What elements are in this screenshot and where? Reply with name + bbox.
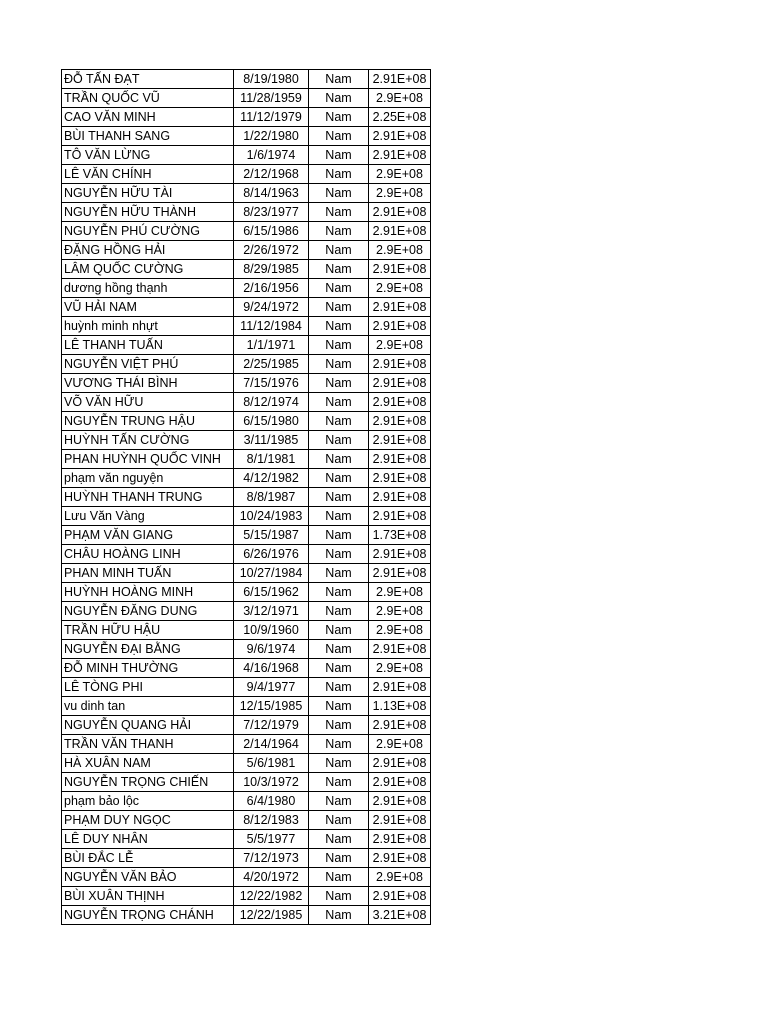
number-cell[interactable]: 2.91E+08 <box>369 754 431 773</box>
birthdate-cell[interactable]: 5/15/1987 <box>234 526 309 545</box>
name-cell[interactable]: PHẠM DUY NGỌC <box>62 811 234 830</box>
table-row <box>62 146 431 165</box>
birthdate-cell[interactable]: 6/15/1962 <box>234 583 309 602</box>
birthdate-cell[interactable]: 8/12/1974 <box>234 393 309 412</box>
name-cell[interactable]: NGUYỄN TRUNG HẬU <box>62 412 234 431</box>
birthdate-cell[interactable]: 10/3/1972 <box>234 773 309 792</box>
name-cell[interactable]: NGUYỄN VĂN BẢO <box>62 868 234 887</box>
name-cell[interactable]: TRẦN HỮU HẬU <box>62 621 234 640</box>
table-body <box>62 70 431 925</box>
gender-cell[interactable]: Nam <box>309 70 369 89</box>
number-cell[interactable]: 2.9E+08 <box>369 735 431 754</box>
gender-cell[interactable]: Nam <box>309 754 369 773</box>
table-row <box>62 203 431 222</box>
number-cell[interactable]: 2.9E+08 <box>369 336 431 355</box>
gender-cell[interactable]: Nam <box>309 127 369 146</box>
gender-cell[interactable]: Nam <box>309 792 369 811</box>
birthdate-cell[interactable]: 12/22/1985 <box>234 906 309 925</box>
table-row <box>62 279 431 298</box>
table-row <box>62 298 431 317</box>
table-row <box>62 108 431 127</box>
table-row <box>62 868 431 887</box>
gender-cell[interactable]: Nam <box>309 108 369 127</box>
table-row <box>62 697 431 716</box>
birthdate-cell[interactable]: 2/14/1964 <box>234 735 309 754</box>
name-cell[interactable]: vu dinh tan <box>62 697 234 716</box>
table-row <box>62 165 431 184</box>
gender-cell[interactable]: Nam <box>309 849 369 868</box>
number-cell[interactable]: 2.91E+08 <box>369 317 431 336</box>
number-cell[interactable]: 2.91E+08 <box>369 431 431 450</box>
name-cell[interactable]: PHẠM VĂN GIANG <box>62 526 234 545</box>
name-cell[interactable]: NGUYỄN ĐẠI BẰNG <box>62 640 234 659</box>
number-cell[interactable]: 2.9E+08 <box>369 868 431 887</box>
gender-cell[interactable]: Nam <box>309 697 369 716</box>
number-cell[interactable]: 2.91E+08 <box>369 127 431 146</box>
birthdate-cell[interactable]: 3/12/1971 <box>234 602 309 621</box>
birthdate-cell[interactable]: 8/19/1980 <box>234 70 309 89</box>
name-cell[interactable]: NGUYỄN HỮU TÀI <box>62 184 234 203</box>
gender-cell[interactable]: Nam <box>309 317 369 336</box>
name-cell[interactable]: VƯƠNG THÁI BÌNH <box>62 374 234 393</box>
gender-cell[interactable]: Nam <box>309 640 369 659</box>
gender-cell[interactable]: Nam <box>309 811 369 830</box>
gender-cell[interactable]: Nam <box>309 659 369 678</box>
gender-cell[interactable]: Nam <box>309 621 369 640</box>
number-cell[interactable]: 2.9E+08 <box>369 583 431 602</box>
gender-cell[interactable]: Nam <box>309 887 369 906</box>
birthdate-cell[interactable]: 2/26/1972 <box>234 241 309 260</box>
number-cell[interactable]: 2.91E+08 <box>369 545 431 564</box>
gender-cell[interactable]: Nam <box>309 165 369 184</box>
name-cell[interactable]: PHAN MINH TUẤN <box>62 564 234 583</box>
name-cell[interactable]: Lưu Văn Vàng <box>62 507 234 526</box>
name-cell[interactable]: dương hồng thạnh <box>62 279 234 298</box>
gender-cell[interactable]: Nam <box>309 298 369 317</box>
gender-cell[interactable]: Nam <box>309 830 369 849</box>
birthdate-cell[interactable]: 8/1/1981 <box>234 450 309 469</box>
number-cell[interactable]: 2.91E+08 <box>369 773 431 792</box>
number-cell[interactable]: 2.91E+08 <box>369 222 431 241</box>
number-cell[interactable]: 3.21E+08 <box>369 906 431 925</box>
table-row <box>62 849 431 868</box>
birthdate-cell[interactable]: 8/29/1985 <box>234 260 309 279</box>
table-row <box>62 716 431 735</box>
birthdate-cell[interactable]: 12/15/1985 <box>234 697 309 716</box>
number-cell[interactable]: 2.91E+08 <box>369 412 431 431</box>
gender-cell[interactable]: Nam <box>309 507 369 526</box>
name-cell[interactable]: TRẦN VĂN THANH <box>62 735 234 754</box>
gender-cell[interactable]: Nam <box>309 222 369 241</box>
number-cell[interactable]: 2.91E+08 <box>369 792 431 811</box>
number-cell[interactable]: 2.91E+08 <box>369 260 431 279</box>
number-cell[interactable]: 2.91E+08 <box>369 146 431 165</box>
name-cell[interactable]: NGUYỄN TRỌNG CHIẾN <box>62 773 234 792</box>
name-cell[interactable]: BÙI THANH SANG <box>62 127 234 146</box>
number-cell[interactable]: 2.91E+08 <box>369 203 431 222</box>
gender-cell[interactable]: Nam <box>309 450 369 469</box>
number-cell[interactable]: 2.91E+08 <box>369 298 431 317</box>
gender-cell[interactable]: Nam <box>309 716 369 735</box>
number-cell[interactable]: 2.91E+08 <box>369 887 431 906</box>
birthdate-cell[interactable]: 11/12/1979 <box>234 108 309 127</box>
name-cell[interactable]: TÔ VĂN LỪNG <box>62 146 234 165</box>
name-cell[interactable]: HUỲNH TẤN CƯỜNG <box>62 431 234 450</box>
name-cell[interactable]: PHAN HUỲNH QUỐC VINH <box>62 450 234 469</box>
birthdate-cell[interactable]: 4/16/1968 <box>234 659 309 678</box>
birthdate-cell[interactable]: 2/12/1968 <box>234 165 309 184</box>
name-cell[interactable]: HUỲNH HOÀNG MINH <box>62 583 234 602</box>
gender-cell[interactable]: Nam <box>309 89 369 108</box>
number-cell[interactable]: 2.91E+08 <box>369 393 431 412</box>
gender-cell[interactable]: Nam <box>309 545 369 564</box>
gender-cell[interactable]: Nam <box>309 773 369 792</box>
name-cell[interactable]: ĐỖ TẤN ĐẠT <box>62 70 234 89</box>
gender-cell[interactable]: Nam <box>309 260 369 279</box>
table-row <box>62 792 431 811</box>
birthdate-cell[interactable]: 1/22/1980 <box>234 127 309 146</box>
name-cell[interactable]: huỳnh minh nhựt <box>62 317 234 336</box>
table-row <box>62 450 431 469</box>
table-row <box>62 469 431 488</box>
table-row <box>62 773 431 792</box>
birthdate-cell[interactable]: 8/12/1983 <box>234 811 309 830</box>
number-cell[interactable]: 2.9E+08 <box>369 165 431 184</box>
name-cell[interactable]: phạm bảo lộc <box>62 792 234 811</box>
birthdate-cell[interactable]: 8/14/1963 <box>234 184 309 203</box>
number-cell[interactable]: 2.91E+08 <box>369 849 431 868</box>
gender-cell[interactable]: Nam <box>309 868 369 887</box>
birthdate-cell[interactable]: 2/16/1956 <box>234 279 309 298</box>
name-cell[interactable]: TRẦN QUỐC VŨ <box>62 89 234 108</box>
birthdate-cell[interactable]: 1/1/1971 <box>234 336 309 355</box>
birthdate-cell[interactable]: 9/24/1972 <box>234 298 309 317</box>
number-cell[interactable]: 2.91E+08 <box>369 830 431 849</box>
table-row <box>62 336 431 355</box>
gender-cell[interactable]: Nam <box>309 906 369 925</box>
table-row <box>62 564 431 583</box>
table-row <box>62 754 431 773</box>
name-cell[interactable]: NGUYỄN PHÚ CƯỜNG <box>62 222 234 241</box>
birthdate-cell[interactable]: 6/15/1980 <box>234 412 309 431</box>
table-row <box>62 184 431 203</box>
table-row <box>62 906 431 925</box>
spreadsheet-table <box>61 69 431 925</box>
name-cell[interactable]: CHÂU HOÀNG LINH <box>62 545 234 564</box>
name-cell[interactable]: CAO VĂN MINH <box>62 108 234 127</box>
name-cell[interactable]: phạm văn nguyện <box>62 469 234 488</box>
birthdate-cell[interactable]: 10/24/1983 <box>234 507 309 526</box>
number-cell[interactable]: 2.9E+08 <box>369 659 431 678</box>
gender-cell[interactable]: Nam <box>309 488 369 507</box>
table-row <box>62 70 431 89</box>
name-cell[interactable]: LÊ THANH TUẤN <box>62 336 234 355</box>
birthdate-cell[interactable]: 12/22/1982 <box>234 887 309 906</box>
number-cell[interactable]: 2.91E+08 <box>369 507 431 526</box>
gender-cell[interactable]: Nam <box>309 583 369 602</box>
birthdate-cell[interactable]: 3/11/1985 <box>234 431 309 450</box>
table-row <box>62 222 431 241</box>
number-cell[interactable]: 2.91E+08 <box>369 469 431 488</box>
gender-cell[interactable]: Nam <box>309 678 369 697</box>
number-cell[interactable]: 2.91E+08 <box>369 564 431 583</box>
name-cell[interactable]: BÙI ĐẮC LỄ <box>62 849 234 868</box>
table-row <box>62 887 431 906</box>
number-cell[interactable]: 2.9E+08 <box>369 89 431 108</box>
birthdate-cell[interactable]: 11/28/1959 <box>234 89 309 108</box>
name-cell[interactable]: LÊ TÒNG PHI <box>62 678 234 697</box>
table-row <box>62 317 431 336</box>
number-cell[interactable]: 2.91E+08 <box>369 374 431 393</box>
gender-cell[interactable]: Nam <box>309 279 369 298</box>
birthdate-cell[interactable]: 9/6/1974 <box>234 640 309 659</box>
gender-cell[interactable]: Nam <box>309 184 369 203</box>
birthdate-cell[interactable]: 4/20/1972 <box>234 868 309 887</box>
number-cell[interactable]: 2.9E+08 <box>369 621 431 640</box>
name-cell[interactable]: HUỲNH THANH TRUNG <box>62 488 234 507</box>
name-cell[interactable]: BÙI XUÂN THỊNH <box>62 887 234 906</box>
birthdate-cell[interactable]: 6/26/1976 <box>234 545 309 564</box>
name-cell[interactable]: VŨ HẢI NAM <box>62 298 234 317</box>
table-row <box>62 640 431 659</box>
table-row <box>62 602 431 621</box>
name-cell[interactable]: VÕ VĂN HỮU <box>62 393 234 412</box>
birthdate-cell[interactable]: 2/25/1985 <box>234 355 309 374</box>
number-cell[interactable]: 2.9E+08 <box>369 279 431 298</box>
number-cell[interactable]: 2.91E+08 <box>369 488 431 507</box>
birthdate-cell[interactable]: 7/15/1976 <box>234 374 309 393</box>
number-cell[interactable]: 2.91E+08 <box>369 678 431 697</box>
number-cell[interactable]: 2.9E+08 <box>369 602 431 621</box>
number-cell[interactable]: 1.13E+08 <box>369 697 431 716</box>
gender-cell[interactable]: Nam <box>309 564 369 583</box>
birthdate-cell[interactable]: 1/6/1974 <box>234 146 309 165</box>
birthdate-cell[interactable]: 8/8/1987 <box>234 488 309 507</box>
table-row <box>62 127 431 146</box>
birthdate-cell[interactable]: 8/23/1977 <box>234 203 309 222</box>
table-row <box>62 355 431 374</box>
table-row <box>62 412 431 431</box>
number-cell[interactable]: 1.73E+08 <box>369 526 431 545</box>
birthdate-cell[interactable]: 6/4/1980 <box>234 792 309 811</box>
gender-cell[interactable]: Nam <box>309 735 369 754</box>
table-row <box>62 811 431 830</box>
name-cell[interactable]: LÊ VĂN CHÍNH <box>62 165 234 184</box>
table-row <box>62 507 431 526</box>
birthdate-cell[interactable]: 10/27/1984 <box>234 564 309 583</box>
number-cell[interactable]: 2.25E+08 <box>369 108 431 127</box>
birthdate-cell[interactable]: 4/12/1982 <box>234 469 309 488</box>
gender-cell[interactable]: Nam <box>309 203 369 222</box>
gender-cell[interactable]: Nam <box>309 146 369 165</box>
table-row <box>62 621 431 640</box>
birthdate-cell[interactable]: 7/12/1973 <box>234 849 309 868</box>
gender-cell[interactable]: Nam <box>309 602 369 621</box>
table-row <box>62 678 431 697</box>
gender-cell[interactable]: Nam <box>309 336 369 355</box>
number-cell[interactable]: 2.91E+08 <box>369 811 431 830</box>
name-cell[interactable]: ĐỖ MINH THƯỜNG <box>62 659 234 678</box>
birthdate-cell[interactable]: 6/15/1986 <box>234 222 309 241</box>
gender-cell[interactable]: Nam <box>309 241 369 260</box>
name-cell[interactable]: ĐẶNG HỒNG HẢI <box>62 241 234 260</box>
table-row <box>62 241 431 260</box>
birthdate-cell[interactable]: 10/9/1960 <box>234 621 309 640</box>
table-row <box>62 431 431 450</box>
number-cell[interactable]: 2.9E+08 <box>369 184 431 203</box>
name-cell[interactable]: NGUYỄN ĐĂNG DUNG <box>62 602 234 621</box>
name-cell[interactable]: LÂM QUỐC CƯỜNG <box>62 260 234 279</box>
table-row <box>62 260 431 279</box>
table-row <box>62 526 431 545</box>
gender-cell[interactable]: Nam <box>309 355 369 374</box>
name-cell[interactable]: LÊ DUY NHÂN <box>62 830 234 849</box>
birthdate-cell[interactable]: 5/6/1981 <box>234 754 309 773</box>
gender-cell[interactable]: Nam <box>309 526 369 545</box>
gender-cell[interactable]: Nam <box>309 431 369 450</box>
number-cell[interactable]: 2.9E+08 <box>369 241 431 260</box>
gender-cell[interactable]: Nam <box>309 469 369 488</box>
name-cell[interactable]: HÀ XUÂN NAM <box>62 754 234 773</box>
number-cell[interactable]: 2.91E+08 <box>369 450 431 469</box>
birthdate-cell[interactable]: 11/12/1984 <box>234 317 309 336</box>
gender-cell[interactable]: Nam <box>309 412 369 431</box>
table-row <box>62 659 431 678</box>
birthdate-cell[interactable]: 9/4/1977 <box>234 678 309 697</box>
table-row <box>62 374 431 393</box>
table-row <box>62 545 431 564</box>
table-row <box>62 735 431 754</box>
table-row <box>62 393 431 412</box>
table-row <box>62 583 431 602</box>
name-cell[interactable]: NGUYỄN HỮU THÀNH <box>62 203 234 222</box>
name-cell[interactable]: NGUYỄN QUANG HẢI <box>62 716 234 735</box>
table-row <box>62 89 431 108</box>
name-cell[interactable]: NGUYỄN VIỆT PHÚ <box>62 355 234 374</box>
gender-cell[interactable]: Nam <box>309 374 369 393</box>
number-cell[interactable]: 2.91E+08 <box>369 716 431 735</box>
birthdate-cell[interactable]: 7/12/1979 <box>234 716 309 735</box>
name-cell[interactable]: NGUYỄN TRỌNG CHÁNH <box>62 906 234 925</box>
gender-cell[interactable]: Nam <box>309 393 369 412</box>
birthdate-cell[interactable]: 5/5/1977 <box>234 830 309 849</box>
number-cell[interactable]: 2.91E+08 <box>369 640 431 659</box>
table-row <box>62 488 431 507</box>
number-cell[interactable]: 2.91E+08 <box>369 355 431 374</box>
number-cell[interactable]: 2.91E+08 <box>369 70 431 89</box>
table-row <box>62 830 431 849</box>
